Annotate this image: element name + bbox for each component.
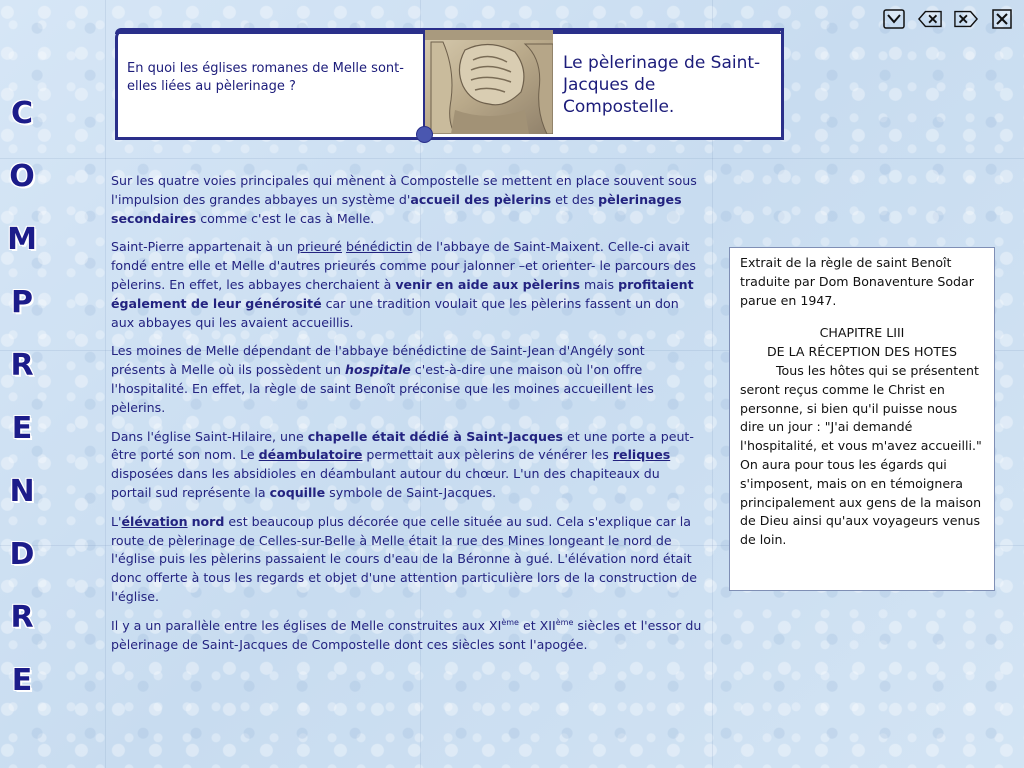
vertical-title-letter: E [11, 663, 33, 698]
vertical-title-letter: R [10, 348, 34, 383]
glossary-link-elevation[interactable]: élévation [121, 513, 188, 529]
bold-term: hospitale [344, 362, 411, 378]
text-span: et XII [518, 617, 556, 633]
vertical-title-letter: O [9, 159, 35, 194]
paragraph [111, 238, 703, 332]
glossary-link-reliques[interactable]: reliques [612, 447, 671, 463]
glossary-link-benedictin[interactable]: bénédictin [346, 239, 413, 255]
paragraph [111, 428, 703, 503]
bold-term: accueil des pèlerins [410, 191, 552, 207]
grid-line [105, 0, 106, 768]
header-question: En quoi les églises romanes de Melle sont-elles liées au pèlerinage ? [127, 61, 404, 94]
vertical-title-letter: M [7, 222, 37, 257]
chevron-down-icon[interactable] [882, 8, 906, 30]
text-span: permettait aux pèlerins de vénérer les [362, 447, 613, 463]
grid-line [0, 158, 1024, 159]
bold-term: venir en aide aux pèlerins [395, 276, 580, 292]
paragraph [111, 617, 703, 655]
text-span: c'est-à-dire une maison où l'on offre l'hospitalité. En effet, la règle de saint Benoît préconise que les moines accueillent les pèlerins. [111, 362, 654, 415]
close-icon[interactable] [990, 8, 1014, 30]
vertical-title-letter: N [9, 474, 35, 509]
slide-navigation [882, 8, 1014, 30]
bold-term: profitaient également de leur générosité [111, 276, 694, 311]
romanesque-capital-image [423, 30, 553, 134]
text-span: Les moines de Melle dépendant de l'abbaye bénédictine de Saint-Jean d'Angély sont présents à Melle où ils possèdent un [111, 343, 645, 378]
superscript: ème [501, 617, 519, 627]
chapter-title: DE LA RÉCEPTION DES HOTES [766, 344, 958, 360]
text-span: et des [551, 191, 599, 207]
chapter-heading: CHAPITRE LIII [819, 325, 905, 341]
bold-term: nord [191, 513, 225, 529]
vertical-title-letter: C [10, 96, 34, 131]
paragraph [111, 172, 703, 228]
glossary-link-prieure[interactable]: prieuré [296, 239, 343, 255]
text-span: est beaucoup plus décorée que celle située au sud. Cela s'explique car la route de pèlerinage de Celles-sur-Belle à Melle était la rue des Mines longeant le nord de l'église puis les pèlerins passaient le cours d'eau de la Béronne à gué. L'élévation nord était donc offerte à tous les regards et objet d'une attention particulière lors de la construction de l'église. [111, 513, 698, 604]
vertical-title-letter: P [11, 285, 33, 320]
back-icon[interactable] [918, 8, 942, 30]
vertical-title-letter: E [11, 411, 33, 446]
decorative-dot [416, 126, 433, 143]
vertical-title-letter: D [9, 537, 35, 572]
glossary-link-deambulatoire[interactable]: déambulatoire [258, 447, 363, 463]
paragraph [111, 342, 703, 417]
main-text [111, 172, 703, 664]
superscript: ème [555, 617, 574, 627]
text-span: Il y a un parallèle entre les églises de Melle construites aux XI [111, 617, 502, 633]
paragraph [111, 513, 703, 607]
text-span: symbole de Saint-Jacques. [325, 484, 497, 500]
text-span: siècles et l'essor du pèlerinage de Saint-Jacques de Compostelle dont ces siècles sont l'apogée. [111, 617, 702, 652]
page-title: Le pèlerinage de Saint-Jacques de Compostelle. [563, 53, 761, 117]
text-span: Dans l'église Saint-Hilaire, une [111, 428, 308, 444]
vertical-title [0, 82, 44, 712]
text-span: disposées dans les absidioles en déambulant autour du chœur. L'un des chapiteaux du portail sud représente la [111, 466, 660, 500]
vertical-title-letter: R [10, 600, 34, 635]
text-span: de l'abbaye de Saint-Maixent. Celle-ci avait fondé entre elle et Melle d'autres prieurés comme pour jalonner –et orienter- le parcours des pèlerins. En effet, les abbayes cherchaient à [111, 239, 696, 292]
text-span: car une tradition voulait que les pèlerins fassent un don aux abbayes qui les avaient accueillis. [111, 295, 679, 330]
bold-term: pèlerinages secondaires [111, 191, 682, 226]
text-span: Saint-Pierre appartenait à un [111, 239, 297, 255]
text-span: L' [111, 513, 122, 529]
rule-extract-box [729, 247, 995, 591]
text-span: Sur les quatre voies principales qui mènent à Compostelle se mettent en place souvent sous l'impulsion des grandes abbayes un système d' [111, 173, 697, 207]
text-span: et une porte a peut-être porté son nom. Le [111, 428, 694, 463]
forward-icon[interactable] [954, 8, 978, 30]
extract-quote: Tous les hôtes qui se présentent seront reçus comme le Christ en personne, si bien qu'il puisse nous dire un jour : "J'ai demandé l'hospitalité, et vous m'avez accueilli." On aura pour tous les égards qui s'imposent, mais on en témoignera principalement aux gens de la maison de Dieu ainsi qu'aux voyageurs venus de loin. [740, 362, 982, 548]
text-span: comme c'est le cas à Melle. [196, 210, 375, 226]
extract-intro: Extrait de la règle de saint Benoît traduite par Dom Bonaventure Sodar parue en 1947. [740, 255, 974, 308]
text-span: mais [580, 276, 619, 292]
bold-term: coquille [269, 484, 326, 500]
bold-term: chapelle était dédié à Saint-Jacques [307, 428, 564, 444]
